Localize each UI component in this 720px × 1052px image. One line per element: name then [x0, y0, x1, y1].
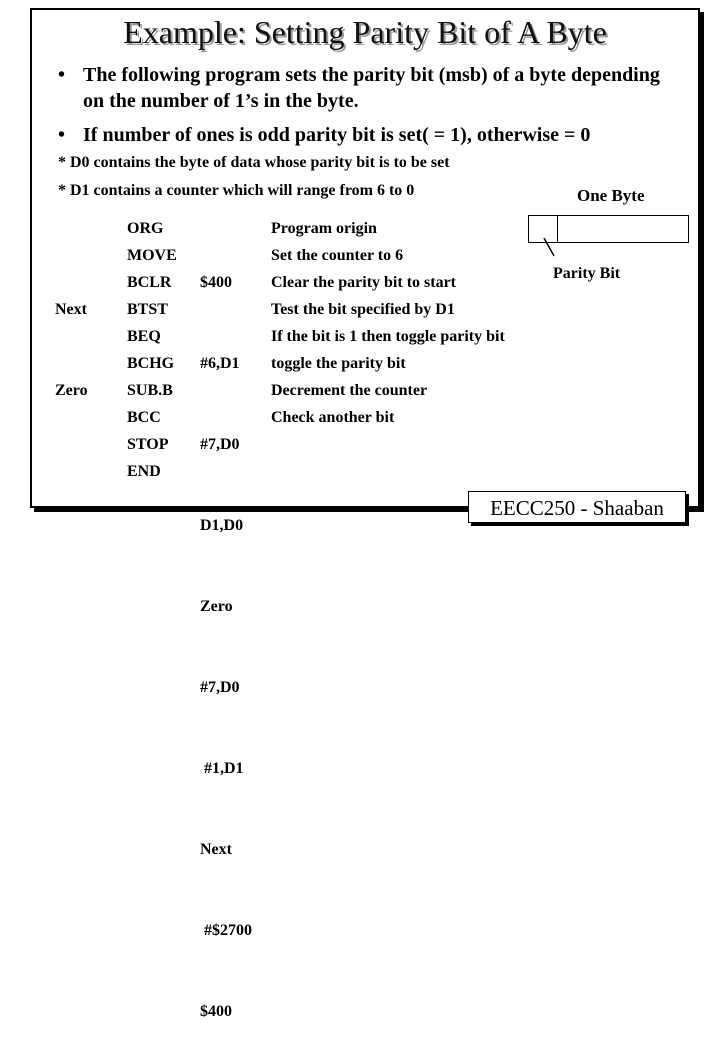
code-comment: Program origin — [271, 220, 377, 237]
note-d1: * D1 contains a counter which will range from 6 to 0 — [58, 182, 415, 199]
code-operand: #7,D0 — [200, 436, 240, 453]
bullet-1-text: The following program sets the parity bit (msb) of a byte depending on the number of 1’s in the byte. — [83, 64, 660, 112]
code-opcode: BCLR — [127, 274, 172, 291]
footer-badge: EECC250 - Shaaban — [468, 491, 686, 523]
code-comment: If the bit is 1 then toggle parity bit — [271, 328, 505, 345]
bullet-dot-icon: • — [58, 124, 66, 146]
code-opcode: BTST — [127, 301, 168, 318]
code-opcode: BCHG — [127, 355, 175, 372]
code-label: Next — [55, 301, 87, 318]
code-opcodes-column — [127, 215, 177, 485]
code-operand: #7,D0 — [200, 679, 240, 696]
code-label — [55, 215, 88, 242]
code-operand: $400 — [200, 274, 232, 291]
code-label: Zero — [55, 382, 88, 399]
code-label — [55, 323, 88, 350]
parity-bit-label: Parity Bit — [553, 265, 621, 282]
note-d0: * D0 contains the byte of data whose parity bit is to be set — [58, 154, 450, 171]
code-opcode: ORG — [127, 220, 164, 237]
code-comment: Decrement the counter — [271, 382, 428, 399]
code-comment: Test the bit specified by D1 — [271, 301, 455, 318]
code-opcode: BEQ — [127, 328, 161, 345]
parity-pointer-line — [540, 238, 560, 258]
code-comment: Set the counter to 6 — [271, 247, 404, 264]
code-opcode: SUB.B — [127, 382, 173, 399]
code-comment: toggle the parity bit — [271, 355, 406, 372]
code-operand: #$2700 — [200, 922, 252, 939]
code-label — [55, 242, 88, 269]
code-opcode: END — [127, 463, 161, 480]
code-operand: $400 — [200, 1003, 232, 1020]
code-opcode: STOP — [127, 436, 169, 453]
code-operand: #6,D1 — [200, 355, 240, 372]
code-operand: Next — [200, 841, 232, 858]
bullet-2 — [58, 122, 698, 148]
code-operand: #1,D1 — [200, 760, 244, 777]
code-comment: Clear the parity bit to start — [271, 274, 456, 291]
code-label — [55, 269, 88, 296]
code-opcode: MOVE — [127, 247, 177, 264]
slide-title: Example: Setting Parity Bit of A Byte — [123, 14, 607, 50]
code-operands-column — [200, 215, 252, 1052]
bullet-1 — [58, 62, 678, 114]
code-operand: D1,D0 — [200, 517, 244, 534]
bullet-2-text: If number of ones is odd parity bit is set( = 1), otherwise = 0 — [83, 124, 591, 146]
code-comments-column — [271, 215, 505, 431]
bullet-dot-icon: • — [58, 64, 66, 86]
code-label — [55, 350, 88, 377]
code-comment: Check another bit — [271, 409, 395, 426]
code-labels-column — [55, 215, 88, 404]
one-byte-label: One Byte — [577, 186, 645, 205]
code-opcode: BCC — [127, 409, 161, 426]
code-operand: Zero — [200, 598, 233, 615]
